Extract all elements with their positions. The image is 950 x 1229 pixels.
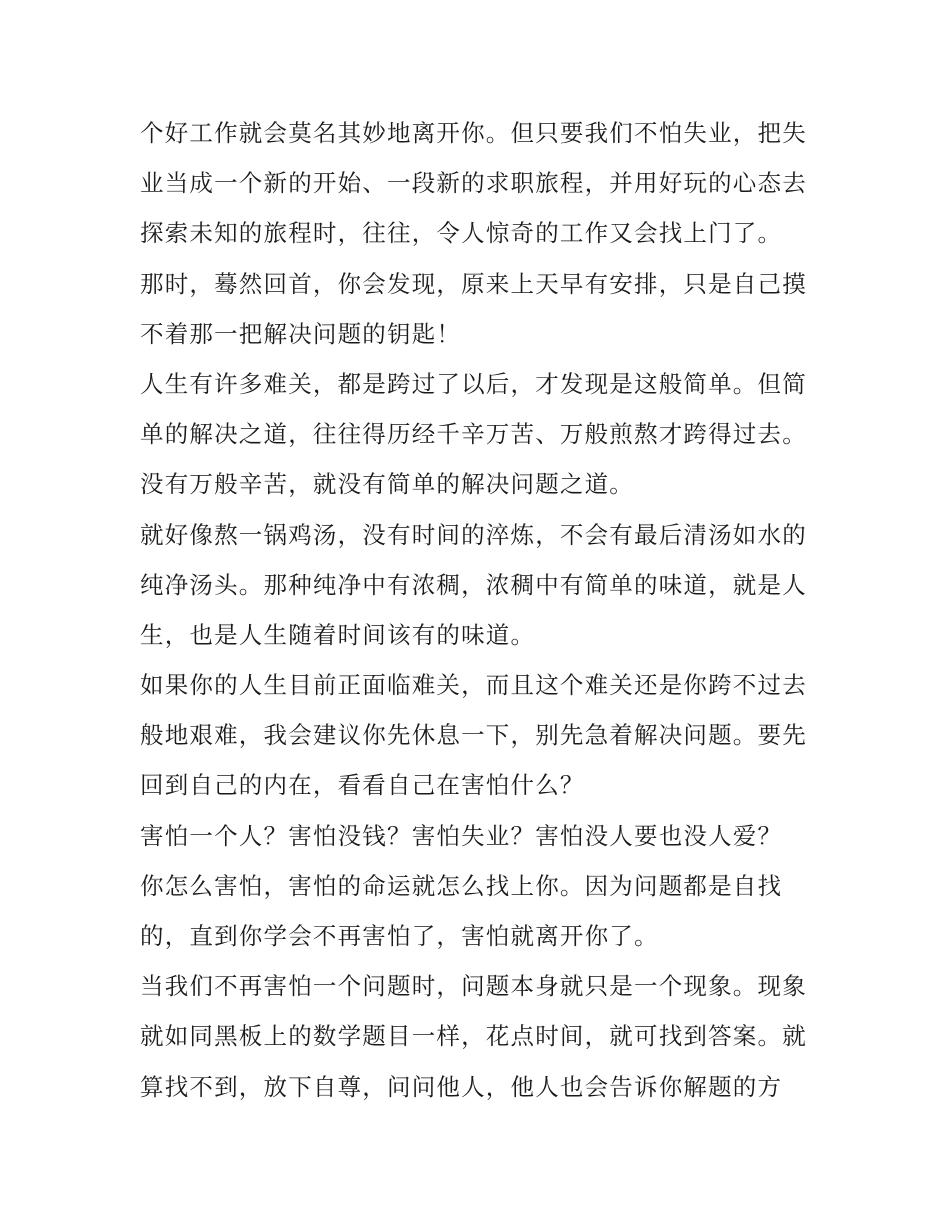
text-line: 生，也是人生随着时间该有的味道。 [140, 620, 536, 649]
text-line: 般地艰难，我会建议你先休息一下，别先急着解决问题。要先 [140, 721, 807, 750]
text-line: 当我们不再害怕一个问题时，问题本身就只是一个现象。现象 [140, 972, 807, 1001]
text-line: 个好工作就会莫名其妙地离开你。但只要我们不怕失业，把失 [140, 119, 807, 147]
text-line: 回到自己的内在，看看自己在害怕什么？ [140, 771, 585, 800]
text-line: 单的解决之道，往往得历经千辛万苦、万般煎熬才跨得过去。 [140, 420, 807, 449]
text-line: 算找不到，放下自尊，问问他人，他人也会告诉你解题的方 [140, 1072, 783, 1101]
text-line: 就如同黑板上的数学题目一样，花点时间，就可找到答案。就 [140, 1022, 807, 1051]
body-text [140, 108, 820, 1112]
text-line: 那时，蓦然回首，你会发现，原来上天早有安排，只是自己摸 [140, 269, 807, 298]
text-line: 人生有许多难关，都是跨过了以后，才发现是这般简单。但简 [140, 369, 807, 398]
text-line: 你怎么害怕，害怕的命运就怎么找上你。因为问题都是自找 [140, 871, 783, 900]
text-line: 探索未知的旅程时，往往，令人惊奇的工作又会找上门了。 [140, 219, 783, 248]
text-line: 就好像熬一锅鸡汤，没有时间的淬炼，不会有最后清汤如水的 [140, 520, 807, 549]
text-line: 业当成一个新的开始、一段新的求职旅程，并用好玩的心态去 [140, 169, 807, 198]
text-line: 纯净汤头。那种纯净中有浓稠，浓稠中有简单的味道，就是人 [140, 570, 807, 599]
text-line: 害怕一个人？害怕没钱？害怕失业？害怕没人要也没人爱？ [140, 821, 783, 850]
text-line: 没有万般辛苦，就没有简单的解决问题之道。 [140, 470, 634, 499]
text-line: 不着那一把解决问题的钥匙！ [140, 319, 462, 348]
text-line: 如果你的人生目前正面临难关，而且这个难关还是你跨不过去 [140, 671, 807, 700]
text-line: 的，直到你学会不再害怕了，害怕就离开你了。 [140, 922, 659, 950]
